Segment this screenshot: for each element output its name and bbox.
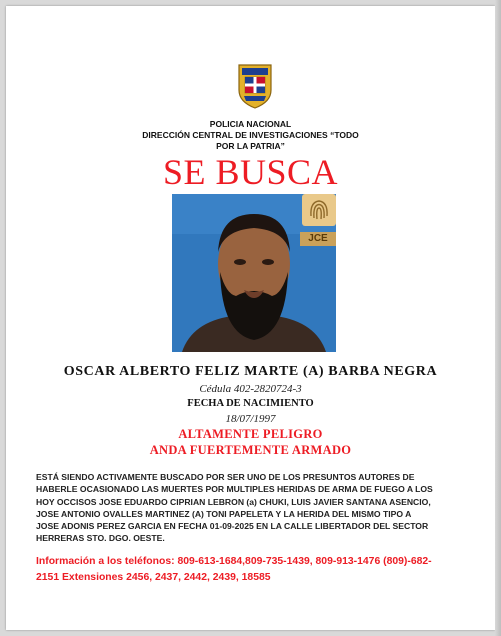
case-description <box>36 471 468 545</box>
dob-label: FECHA DE NACIMIENTO <box>187 398 314 409</box>
suspect-photo <box>172 194 336 352</box>
description-line: JOSE ADONIS PEREZ GARCIA EN FECHA 01-09-2025 EN LA CALLE LIBERTADOR DEL SECTOR <box>36 521 429 532</box>
description-line: JOSE ANTONIO OVALLES MARTINEZ (A) TONI PAPELETA Y LA HERIDA DEL MISMO TIPO A <box>36 508 412 519</box>
header-directorate-cont: POR LA PATRIA” <box>216 141 285 151</box>
contact-phones: Información a los teléfonos: 809-613-1684,809-735-1439, 809-913-1476 (809)-682- <box>36 556 432 567</box>
header-directorate: DIRECCIÓN CENTRAL DE INVESTIGACIONES “TODO <box>142 130 359 140</box>
description-line: HOY OCCISOS JOSE EDUARDO CIPRIAN LEBRON (a) CHUKI, LUIS JAVIER SANTANA ASENCIO, <box>36 496 431 507</box>
warning-dangerous: ALTAMENTE PELIGRO <box>178 427 323 441</box>
jce-badge: JCE <box>300 232 336 246</box>
description-line: HABERLE OCASIONADO LAS MUERTES POR MULTIPLES HERIDAS DE ARMA DE FUEGO A LOS <box>36 484 433 495</box>
fingerprint-icon <box>302 194 336 226</box>
header-agency: POLICIA NACIONAL <box>209 119 292 129</box>
description-line: HERRERAS STO. DGO. OESTE. <box>36 533 165 544</box>
contact-extensions: 2151 Extensiones 2456, 2437, 2442, 2439, 18585 <box>36 572 271 583</box>
police-badge-icon <box>236 62 274 110</box>
poster-title: SE BUSCA <box>162 152 339 192</box>
dob-value: 18/07/1997 <box>225 413 276 425</box>
suspect-name: OSCAR ALBERTO FELIZ MARTE (A) BARBA NEGRA <box>63 364 438 379</box>
description-line: ESTÁ SIENDO ACTIVAMENTE BUSCADO POR SER UNO DE LOS PRESUNTOS AUTORES DE <box>36 472 415 482</box>
suspect-cedula: Cédula 402-2820724-3 <box>199 383 302 395</box>
page-edge <box>495 0 501 636</box>
warning-armed: ANDA FUERTEMENTE ARMADO <box>149 443 352 457</box>
wanted-poster <box>6 6 495 630</box>
contact-info <box>36 554 476 586</box>
